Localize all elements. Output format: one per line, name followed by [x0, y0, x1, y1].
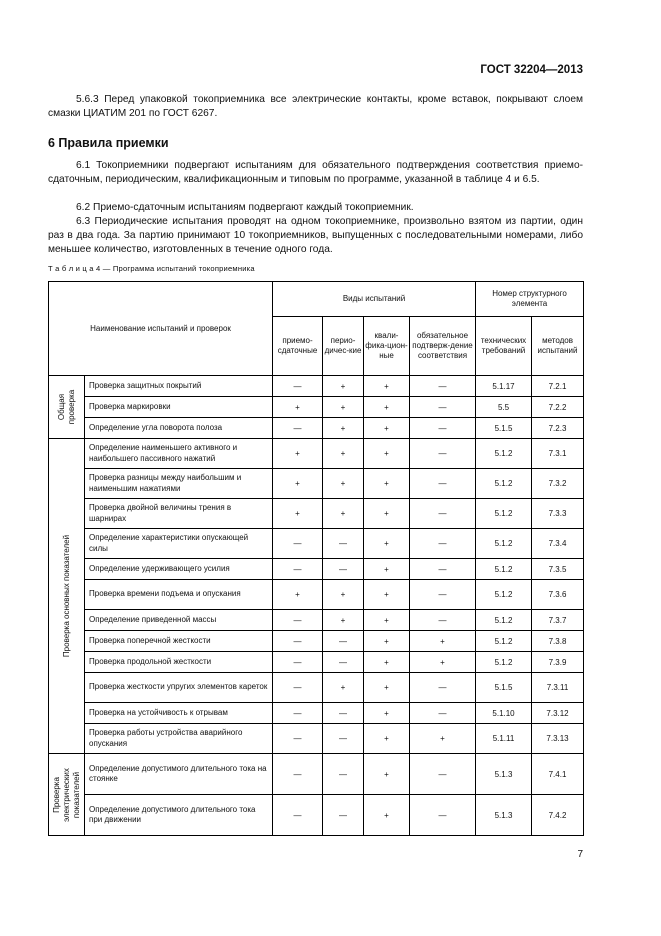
value-cell: 7.3.8 — [532, 631, 584, 652]
value-cell: 5.1.3 — [476, 754, 532, 795]
header-mandatory-confirmation: обязательное подтверж-дение соответствия — [410, 317, 476, 376]
value-cell: — — [273, 631, 323, 652]
value-cell: + — [273, 499, 323, 529]
test-name-cell: Проверка поперечной жесткости — [85, 631, 273, 652]
value-cell: — — [410, 673, 476, 703]
table-row — [49, 499, 584, 529]
value-cell: 7.2.1 — [532, 376, 584, 397]
table-row — [49, 376, 584, 397]
value-cell: + — [364, 754, 410, 795]
value-cell: 7.3.12 — [532, 703, 584, 724]
table-row — [49, 652, 584, 673]
value-cell: + — [364, 559, 410, 580]
group-label-text: Проверка основных показателей — [61, 534, 71, 658]
header-test-methods: методов испытаний — [532, 317, 584, 376]
header-acceptance: приемо-сдаточные — [273, 317, 323, 376]
test-name-cell: Определение приведенной массы — [85, 610, 273, 631]
value-cell: + — [410, 631, 476, 652]
value-cell: 5.1.2 — [476, 610, 532, 631]
value-cell: 5.1.11 — [476, 724, 532, 754]
value-cell: 7.3.5 — [532, 559, 584, 580]
value-cell: + — [273, 580, 323, 610]
value-cell: — — [273, 529, 323, 559]
value-cell: 7.3.6 — [532, 580, 584, 610]
test-name-cell: Определение удерживающего усилия — [85, 559, 273, 580]
test-name-cell: Проверка жесткости упругих элементов кареток — [85, 673, 273, 703]
value-cell: — — [323, 754, 364, 795]
value-cell: — — [410, 529, 476, 559]
value-cell: 5.1.3 — [476, 795, 532, 836]
value-cell: — — [410, 795, 476, 836]
row-group-label — [49, 754, 85, 836]
test-name-cell: Проверка защитных покрытий — [85, 376, 273, 397]
test-name-cell: Определение допустимого длительного тока на стоянке — [85, 754, 273, 795]
value-cell: + — [273, 397, 323, 418]
test-name-cell: Проверка двойной величины трения в шарнирах — [85, 499, 273, 529]
value-cell: 7.4.2 — [532, 795, 584, 836]
table-row — [49, 754, 584, 795]
value-cell: + — [323, 499, 364, 529]
paragraph-6-1: 6.1 Токоприемники подвергают испытаниям для обязательного подтверждения соответствия приемо-сдаточным, периодическим, квалификационным и типовым по программе, указанной в таблице 4 и 6.5. — [48, 160, 583, 186]
value-cell: + — [410, 724, 476, 754]
table-row — [49, 469, 584, 499]
header-test-types: Виды испытаний — [273, 282, 476, 317]
value-cell: + — [364, 499, 410, 529]
value-cell: — — [323, 529, 364, 559]
header-qualification: квали-фика-цион-ные — [364, 317, 410, 376]
value-cell: 7.2.2 — [532, 397, 584, 418]
value-cell: — — [410, 703, 476, 724]
value-cell: 7.3.13 — [532, 724, 584, 754]
header-structural-element: Номер структурного элемента — [476, 282, 584, 317]
page-number: 7 — [577, 849, 583, 860]
value-cell: + — [273, 439, 323, 469]
value-cell: + — [364, 376, 410, 397]
value-cell: — — [273, 673, 323, 703]
value-cell: + — [273, 469, 323, 499]
value-cell: + — [323, 376, 364, 397]
value-cell: 7.3.9 — [532, 652, 584, 673]
value-cell: 5.1.17 — [476, 376, 532, 397]
value-cell: 5.1.2 — [476, 499, 532, 529]
value-cell: 7.3.11 — [532, 673, 584, 703]
value-cell: + — [364, 795, 410, 836]
value-cell: — — [323, 724, 364, 754]
table-row — [49, 580, 584, 610]
value-cell: + — [323, 439, 364, 469]
value-cell: — — [273, 376, 323, 397]
value-cell: — — [323, 703, 364, 724]
document-number: ГОСТ 32204—2013 — [480, 64, 583, 76]
table-row — [49, 631, 584, 652]
value-cell: 5.1.2 — [476, 559, 532, 580]
value-cell: — — [273, 754, 323, 795]
value-cell: — — [323, 631, 364, 652]
row-group-label — [49, 439, 85, 754]
value-cell: + — [364, 631, 410, 652]
test-name-cell: Определение угла поворота полоза — [85, 418, 273, 439]
test-name-cell: Проверка времени подъема и опускания — [85, 580, 273, 610]
table-caption: Т а б л и ц а 4 — Программа испытаний токоприемника — [48, 264, 255, 273]
value-cell: + — [364, 703, 410, 724]
header-periodic: перио-дичес-кие — [323, 317, 364, 376]
value-cell: 5.1.5 — [476, 418, 532, 439]
test-name-cell: Проверка продольной жесткости — [85, 652, 273, 673]
value-cell: 7.3.2 — [532, 469, 584, 499]
test-name-cell: Проверка маркировки — [85, 397, 273, 418]
value-cell: — — [273, 418, 323, 439]
value-cell: — — [410, 418, 476, 439]
value-cell: 5.1.2 — [476, 652, 532, 673]
value-cell: — — [410, 610, 476, 631]
value-cell: — — [410, 580, 476, 610]
value-cell: 5.1.2 — [476, 529, 532, 559]
value-cell: + — [364, 397, 410, 418]
value-cell: + — [323, 469, 364, 499]
value-cell: 5.1.10 — [476, 703, 532, 724]
table-row — [49, 673, 584, 703]
group-label-text: Общая проверка — [56, 389, 76, 425]
value-cell: 7.4.1 — [532, 754, 584, 795]
value-cell: + — [364, 610, 410, 631]
value-cell: + — [323, 418, 364, 439]
table-row — [49, 724, 584, 754]
value-cell: — — [273, 652, 323, 673]
value-cell: — — [410, 397, 476, 418]
value-cell: — — [273, 724, 323, 754]
value-cell: — — [273, 795, 323, 836]
value-cell: — — [410, 754, 476, 795]
value-cell: + — [323, 673, 364, 703]
header-test-name: Наименование испытаний и проверок — [49, 282, 273, 376]
value-cell: — — [273, 610, 323, 631]
value-cell: + — [364, 418, 410, 439]
value-cell: + — [364, 469, 410, 499]
paragraph-6-3: 6.3 Периодические испытания проводят на одном токоприемнике, произвольно взятом из партии, один раз в два года. За партию принимают 10 токоприемников, выпущенных с последовательными номерами, либо меньшее количество, изготовленных в течение одного года. — [48, 216, 583, 256]
value-cell: 7.3.7 — [532, 610, 584, 631]
test-name-cell: Определение допустимого длительного тока при движении — [85, 795, 273, 836]
header-technical-requirements: технических требований — [476, 317, 532, 376]
test-name-cell: Проверка на устойчивость к отрывам — [85, 703, 273, 724]
value-cell: 5.1.2 — [476, 631, 532, 652]
section-title: 6 Правила приемки — [48, 136, 169, 150]
value-cell: 5.1.2 — [476, 469, 532, 499]
value-cell: — — [323, 652, 364, 673]
value-cell: + — [323, 610, 364, 631]
value-cell: + — [323, 580, 364, 610]
value-cell: — — [410, 376, 476, 397]
paragraph-5-6-3: 5.6.3 Перед упаковкой токоприемника все электрические контакты, кроме вставок, покрывают слоем смазки ЦИАТИМ 201 по ГОСТ 6267. — [48, 94, 583, 120]
table-row — [49, 703, 584, 724]
value-cell: + — [410, 652, 476, 673]
value-cell: 7.3.3 — [532, 499, 584, 529]
table-row — [49, 397, 584, 418]
test-name-cell: Определение наименьшего активного и наибольшего пассивного нажатий — [85, 439, 273, 469]
value-cell: — — [410, 499, 476, 529]
table-row — [49, 529, 584, 559]
test-name-cell: Проверка работы устройства аварийного опускания — [85, 724, 273, 754]
table-row — [49, 439, 584, 469]
value-cell: — — [273, 559, 323, 580]
value-cell: — — [273, 703, 323, 724]
table-row — [49, 795, 584, 836]
value-cell: + — [364, 529, 410, 559]
table-row — [49, 610, 584, 631]
value-cell: — — [410, 439, 476, 469]
value-cell: + — [364, 580, 410, 610]
group-label-text: Проверка электрических показателей — [51, 767, 81, 822]
test-program-table — [48, 281, 584, 836]
value-cell: 5.1.2 — [476, 580, 532, 610]
value-cell: + — [364, 652, 410, 673]
value-cell: + — [364, 673, 410, 703]
value-cell: 7.3.1 — [532, 439, 584, 469]
row-group-label — [49, 376, 85, 439]
value-cell: + — [323, 397, 364, 418]
value-cell: — — [410, 469, 476, 499]
table-row — [49, 418, 584, 439]
value-cell: 5.1.2 — [476, 439, 532, 469]
test-name-cell: Определение характеристики опускающей силы — [85, 529, 273, 559]
value-cell: 7.3.4 — [532, 529, 584, 559]
value-cell: + — [364, 724, 410, 754]
value-cell: 5.1.5 — [476, 673, 532, 703]
table-row — [49, 559, 584, 580]
value-cell: + — [364, 439, 410, 469]
value-cell: — — [323, 559, 364, 580]
test-name-cell: Проверка разницы между наибольшим и наименьшим нажатиями — [85, 469, 273, 499]
value-cell: 7.2.3 — [532, 418, 584, 439]
value-cell: 5.5 — [476, 397, 532, 418]
value-cell: — — [323, 795, 364, 836]
value-cell: — — [410, 559, 476, 580]
paragraph-6-2: 6.2 Приемо-сдаточным испытаниям подвергают каждый токоприемник. — [76, 202, 414, 213]
